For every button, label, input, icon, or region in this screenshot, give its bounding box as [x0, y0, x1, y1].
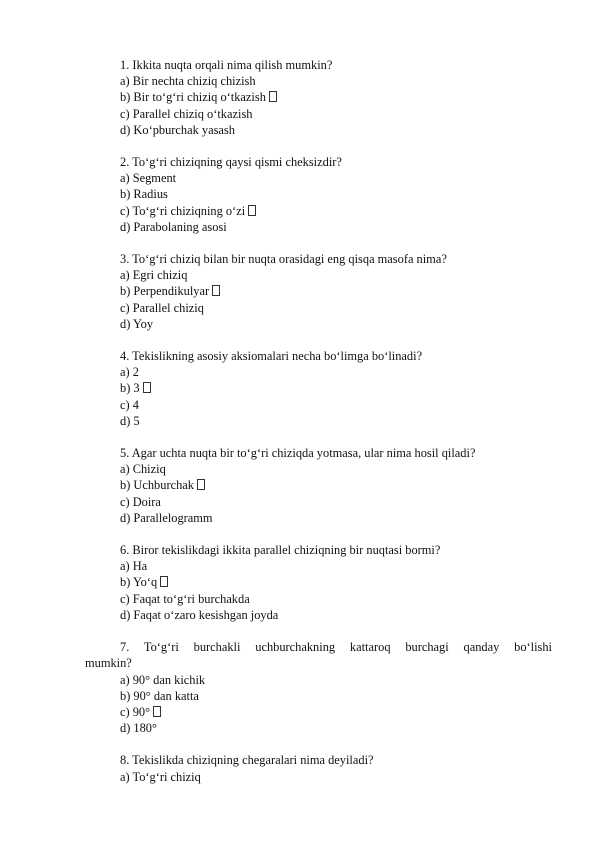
answer-option [120, 704, 552, 720]
answer-label: a) Bir nechta chiziq chizish [120, 74, 256, 89]
answer-option [120, 283, 552, 299]
answer-option [120, 397, 552, 413]
answer-option [120, 186, 552, 202]
answer-label: a) Chiziq [120, 462, 166, 477]
checkbox-icon [160, 576, 168, 587]
answer-option [120, 316, 552, 332]
answer-label: a) 90° dan kichik [120, 672, 206, 687]
answer-label: d) Parabolaning asosi [120, 219, 227, 234]
answer-option [120, 558, 552, 574]
answer-label: c) Faqat to‘g‘ri burchakda [120, 591, 250, 606]
checkbox-icon [248, 205, 256, 216]
answer-option [120, 494, 552, 510]
checkbox-icon [269, 91, 277, 102]
question-8 [85, 752, 552, 784]
answer-options [85, 267, 552, 332]
answer-options [85, 73, 552, 138]
checkbox-icon [143, 382, 151, 393]
answer-option [120, 300, 552, 316]
answer-options [85, 558, 552, 623]
answer-options [85, 170, 552, 235]
answer-label: d) 5 [120, 413, 140, 428]
answer-options [85, 672, 552, 737]
answer-label: a) Ha [120, 559, 148, 574]
answer-option [120, 219, 552, 235]
question-text: 2. To‘g‘ri chiziqning qaysi qismi cheksizdir? [120, 155, 342, 170]
answer-option [120, 170, 552, 186]
answer-label: d) Yoy [120, 316, 154, 331]
answer-option [120, 106, 552, 122]
question-text: 1. Ikkita nuqta orqali nima qilish mumkin? [120, 58, 333, 72]
answer-option [120, 203, 552, 219]
answer-option [120, 672, 552, 688]
question-text: 6. Biror tekislikdagi ikkita parallel chiziqning bir nuqtasi bormi? [120, 543, 441, 558]
answer-label: a) 2 [120, 365, 139, 380]
answer-option [120, 461, 552, 477]
answer-option [120, 688, 552, 704]
answer-option [120, 89, 552, 105]
question-4 [85, 348, 552, 429]
question-text: 3. To‘g‘ri chiziq bilan bir nuqta orasidagi eng qisqa masofa nima? [120, 252, 447, 267]
question-text: 7. To‘g‘ri burchakli uchburchakning kattaroq burchagi qanday bo‘lishi mumkin? [85, 640, 552, 671]
answer-label: a) Egri chiziq [120, 268, 188, 283]
answer-option [120, 364, 552, 380]
answer-label: d) Faqat o‘zaro kesishgan joyda [120, 607, 279, 622]
answer-option [120, 413, 552, 429]
answer-label: b) 90° dan katta [120, 688, 199, 703]
answer-label: c) To‘g‘ri chiziqning o‘zi [120, 203, 246, 218]
answer-option [120, 574, 552, 590]
answer-label: d) Ko‘pburchak yasash [120, 122, 235, 137]
answer-options [85, 769, 552, 785]
answer-label: b) Bir to‘g‘ri chiziq o‘tkazish [120, 90, 266, 105]
answer-label: a) Segment [120, 171, 177, 186]
answer-option [120, 769, 552, 785]
answer-label: b) Perpendikulyar [120, 284, 210, 299]
question-text: 5. Agar uchta nuqta bir to‘g‘ri chiziqda yotmasa, ular nima hosil qiladi? [120, 446, 476, 461]
answer-label: c) Doira [120, 494, 161, 509]
answer-label: c) 90° [120, 704, 151, 719]
answer-label: b) Radius [120, 187, 168, 202]
answer-options [85, 461, 552, 526]
answer-option [120, 267, 552, 283]
question-2 [85, 154, 552, 235]
answer-label: c) Parallel chiziq [120, 300, 204, 315]
answer-label: d) Parallelogramm [120, 510, 213, 525]
answer-label: b) Yo‘q [120, 575, 158, 590]
answer-option [120, 510, 552, 526]
answer-option [120, 122, 552, 138]
answer-option [120, 607, 552, 623]
question-3 [85, 251, 552, 332]
question-1 [85, 57, 552, 138]
answer-option [120, 477, 552, 493]
question-6 [85, 542, 552, 623]
checkbox-icon [197, 479, 205, 490]
answer-option [120, 73, 552, 89]
answer-label: b) Uchburchak [120, 478, 194, 493]
answer-label: c) Parallel chiziq o‘tkazish [120, 106, 253, 121]
answer-label: d) 180° [120, 721, 157, 736]
answer-options [85, 364, 552, 429]
question-text: 4. Tekislikning asosiy aksiomalari necha bo‘limga bo‘linadi? [120, 349, 423, 364]
checkbox-icon [153, 706, 161, 717]
question-list [85, 57, 552, 801]
answer-option [120, 720, 552, 736]
question-7 [85, 639, 552, 736]
answer-label: a) To‘g‘ri chiziq [120, 769, 201, 784]
answer-label: c) 4 [120, 397, 139, 412]
question-5 [85, 445, 552, 526]
checkbox-icon [212, 285, 220, 296]
answer-option [120, 380, 552, 396]
answer-option [120, 591, 552, 607]
question-text: 8. Tekislikda chiziqning chegaralari nima deyiladi? [120, 753, 374, 768]
answer-label: b) 3 [120, 381, 140, 396]
